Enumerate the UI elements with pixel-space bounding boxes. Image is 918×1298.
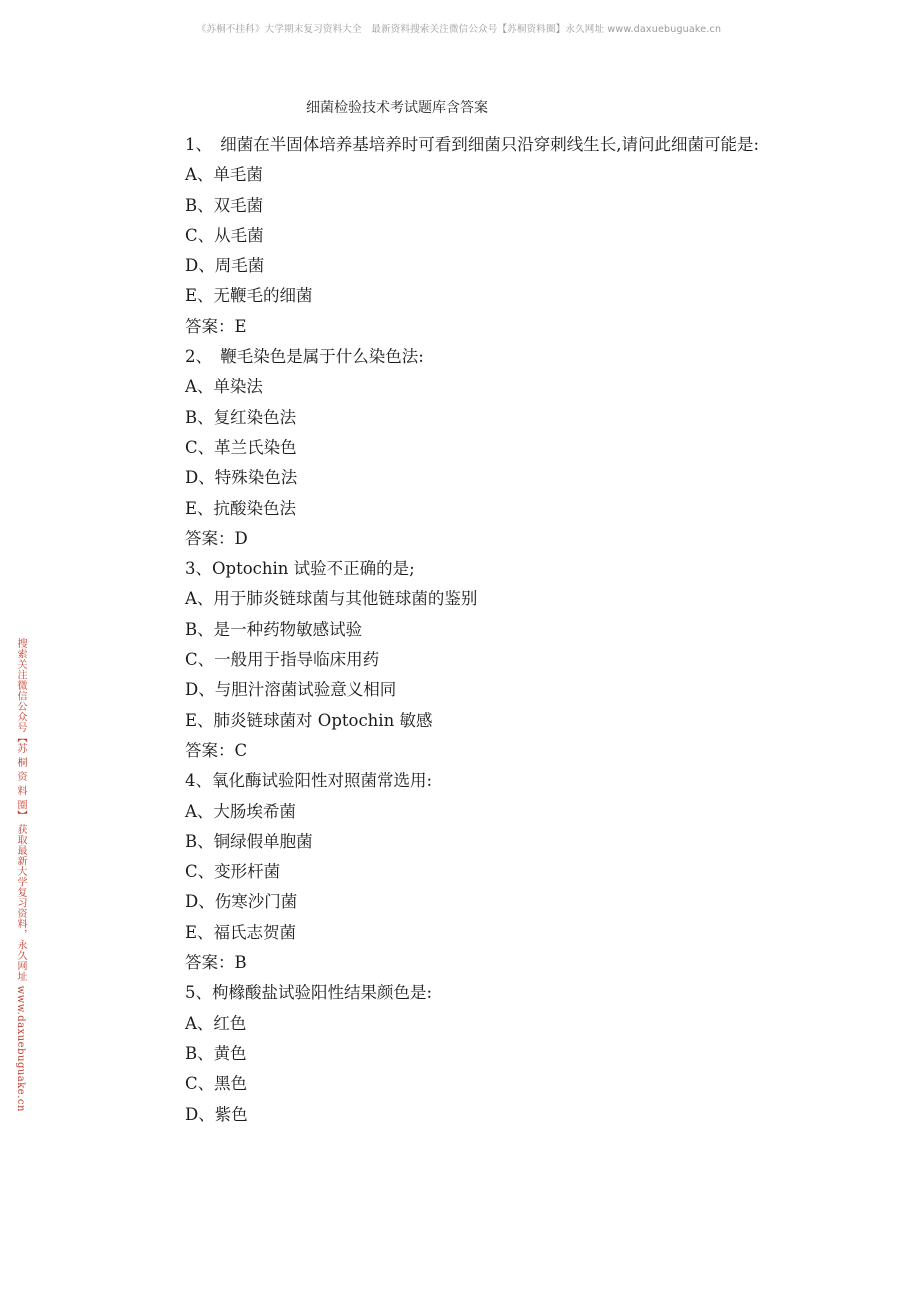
question-2-option-d: D、特殊染色法 — [185, 468, 298, 488]
question-2-option-b: B、复红染色法 — [185, 407, 297, 427]
question-3-option-d: D、与胆汁溶菌试验意义相同 — [185, 680, 397, 700]
question-1-answer: 答案：E — [185, 316, 247, 336]
question-5-option-c: C、黑色 — [185, 1074, 248, 1094]
question-4 — [148, 766, 788, 978]
question-3 — [148, 554, 788, 766]
question-2 — [148, 342, 788, 554]
question-3-option-e: E、肺炎链球菌对 Optochin 敏感 — [185, 710, 433, 730]
question-3-stem: 3、Optochin 试验不正确的是; — [185, 559, 415, 579]
question-2-option-c: C、革兰氏染色 — [185, 437, 297, 457]
question-2-stem: 2、 鞭毛染色是属于什么染色法: — [185, 347, 424, 367]
question-5 — [148, 978, 788, 1129]
question-2-option-a: A、单染法 — [185, 377, 263, 397]
question-3-option-c: C、一般用于指导临床用药 — [185, 650, 380, 670]
question-3-option-a: A、用于肺炎链球菌与其他链球菌的鉴别 — [185, 589, 478, 609]
question-4-option-c: C、变形杆菌 — [185, 862, 281, 882]
question-1 — [148, 130, 788, 342]
question-5-option-a: A、红色 — [185, 1013, 247, 1033]
header-watermark-note: 《苏桐不挂科》大学期末复习资料大全 最新资料搜索关注微信公众号【苏桐资料圈】永久网址 www.daxuebuguake.cn — [196, 24, 722, 35]
question-4-option-b: B、铜绿假单胞菌 — [185, 831, 313, 851]
question-2-answer: 答案：D — [185, 528, 248, 548]
question-4-stem: 4、氧化酶试验阳性对照菌常选用: — [185, 771, 433, 791]
question-3-option-b: B、是一种药物敏感试验 — [185, 619, 363, 639]
question-4-option-a: A、大肠埃希菌 — [185, 801, 296, 821]
question-5-option-d: D、紫色 — [185, 1104, 248, 1124]
question-2-option-e: E、抗酸染色法 — [185, 498, 297, 518]
question-1-option-e: E、无鞭毛的细菌 — [185, 286, 313, 306]
question-1-stem: 1、 细菌在半固体培养基培养时可看到细菌只沿穿刺线生长,请问此细菌可能是: — [185, 135, 760, 154]
question-4-answer: 答案：B — [185, 953, 247, 973]
question-1-option-a: A、单毛菌 — [185, 165, 263, 185]
question-5-stem: 5、枸橼酸盐试验阳性结果颜色是: — [185, 983, 433, 1003]
question-5-option-b: B、黄色 — [185, 1043, 247, 1063]
question-4-option-e: E、福氏志贺菌 — [185, 922, 297, 942]
question-1-option-c: C、从毛菌 — [185, 225, 264, 245]
question-4-option-d: D、伤寒沙门菌 — [185, 892, 298, 912]
question-1-option-b: B、双毛菌 — [185, 195, 264, 215]
question-1-option-d: D、周毛菌 — [185, 256, 265, 276]
question-list — [148, 130, 788, 1130]
question-3-answer: 答案：C — [185, 740, 248, 760]
side-watermark-note: 搜索关注微信公众号【苏 桐 资 料 圈】 获取最新大学复习资料，永久网址 www.daxuebuguake.cn — [15, 638, 26, 1112]
document-title: 细菌检验技术考试题库含答案 — [306, 100, 488, 116]
